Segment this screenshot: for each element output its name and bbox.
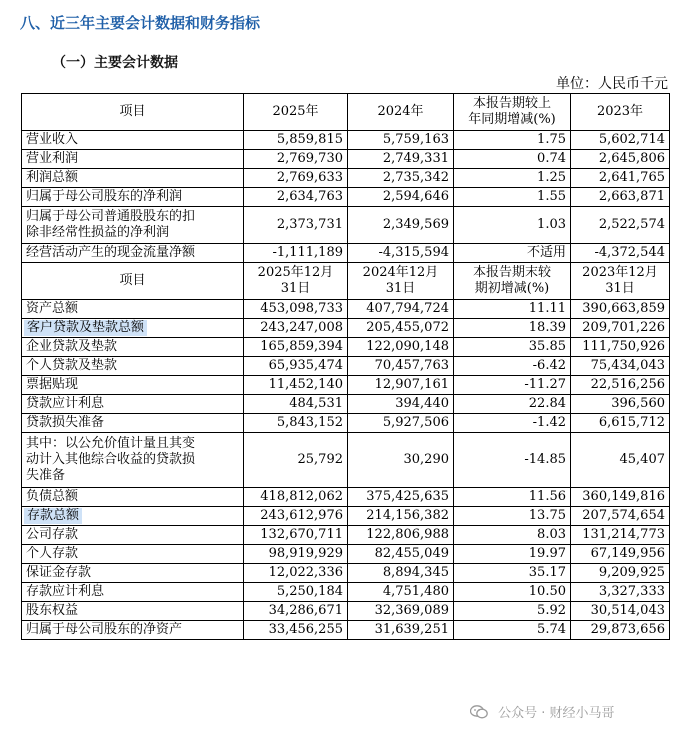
highlighted-label: 客户贷款及垫款总额 (24, 320, 147, 336)
table-row: 存款总额 243,612,976 214,156,382 13.75 207,574,654 (22, 507, 670, 526)
sub-title: （一）主要会计数据 (52, 55, 178, 71)
table-header-row (22, 94, 670, 131)
table-row: 经营活动产生的现金流量净额 -1,111,189 -4,315,594 不适用 -4,372,544 (22, 244, 670, 263)
header-2024: 2024年 (348, 94, 454, 131)
table-row: 保证金存款 12,022,336 8,894,345 35.17 9,209,925 (22, 564, 670, 583)
watermark (470, 702, 615, 721)
header-period-change: 本报告期末较 期初增减(%) (454, 263, 571, 300)
header-2024-12-31: 2024年12月 31日 (348, 263, 454, 300)
table-row: 营业利润 2,769,730 2,749,331 0.74 2,645,806 (22, 150, 670, 169)
table-row: 客户贷款及垫款总额 243,247,008 205,455,072 18.39 209,701,226 (22, 319, 670, 338)
financial-data-table (21, 93, 670, 640)
table-row: 票据贴现 11,452,140 12,907,161 -11.27 22,516,256 (22, 376, 670, 395)
table-row: 个人存款 98,919,929 82,455,049 19.97 67,149,956 (22, 545, 670, 564)
unit-label: 单位：人民币千元 (556, 76, 668, 92)
header-2025-12-31: 2025年12月 31日 (244, 263, 348, 300)
table-row: 股东权益 34,286,671 32,369,089 5.92 30,514,043 (22, 602, 670, 621)
table-row: 企业贷款及垫款 165,859,394 122,090,148 35.85 111,750,926 (22, 338, 670, 357)
table-row: 利润总额 2,769,633 2,735,342 1.25 2,641,765 (22, 169, 670, 188)
table-row: 其中：以公允价值计量且其变 动计入其他综合收益的贷款损 失准备 25,792 30,290 -14.85 45,407 (22, 433, 670, 488)
table-row: 营业收入 5,859,815 5,759,163 1.75 5,602,714 (22, 131, 670, 150)
highlighted-label: 存款总额 (24, 508, 82, 524)
table-row: 存款应计利息 5,250,184 4,751,480 10.50 3,327,333 (22, 583, 670, 602)
header-item: 项目 (22, 94, 244, 131)
table-header-row (22, 263, 670, 300)
table-row: 归属于母公司股东的净利润 2,634,763 2,594,646 1.55 2,663,871 (22, 188, 670, 207)
table-row: 归属于母公司股东的净资产 33,456,255 31,639,251 5.74 29,873,656 (22, 621, 670, 640)
table-row: 贷款损失准备 5,843,152 5,927,506 -1.42 6,615,712 (22, 414, 670, 433)
table-row: 个人贷款及垫款 65,935,474 70,457,763 -6.42 75,434,043 (22, 357, 670, 376)
header-2023: 2023年 (571, 94, 670, 131)
table-row: 归属于母公司普通股股东的扣 除非经常性损益的净利润 2,373,731 2,349,569 1.03 2,522,574 (22, 207, 670, 244)
wechat-icon (470, 705, 488, 719)
section-title: 八、近三年主要会计数据和财务指标 (20, 14, 261, 32)
table-row: 公司存款 132,670,711 122,806,988 8.03 131,214,773 (22, 526, 670, 545)
header-change: 本报告期较上 年同期增减(%) (454, 94, 571, 131)
watermark-text: 公众号 · 财经小马哥 (498, 706, 615, 721)
header-item: 项目 (22, 263, 244, 300)
header-2025: 2025年 (244, 94, 348, 131)
table-row: 负债总额 418,812,062 375,425,635 11.56 360,149,816 (22, 488, 670, 507)
table-row: 贷款应计利息 484,531 394,440 22.84 396,560 (22, 395, 670, 414)
header-2023-12-31: 2023年12月 31日 (571, 263, 670, 300)
table-row: 资产总额 453,098,733 407,794,724 11.11 390,663,859 (22, 300, 670, 319)
